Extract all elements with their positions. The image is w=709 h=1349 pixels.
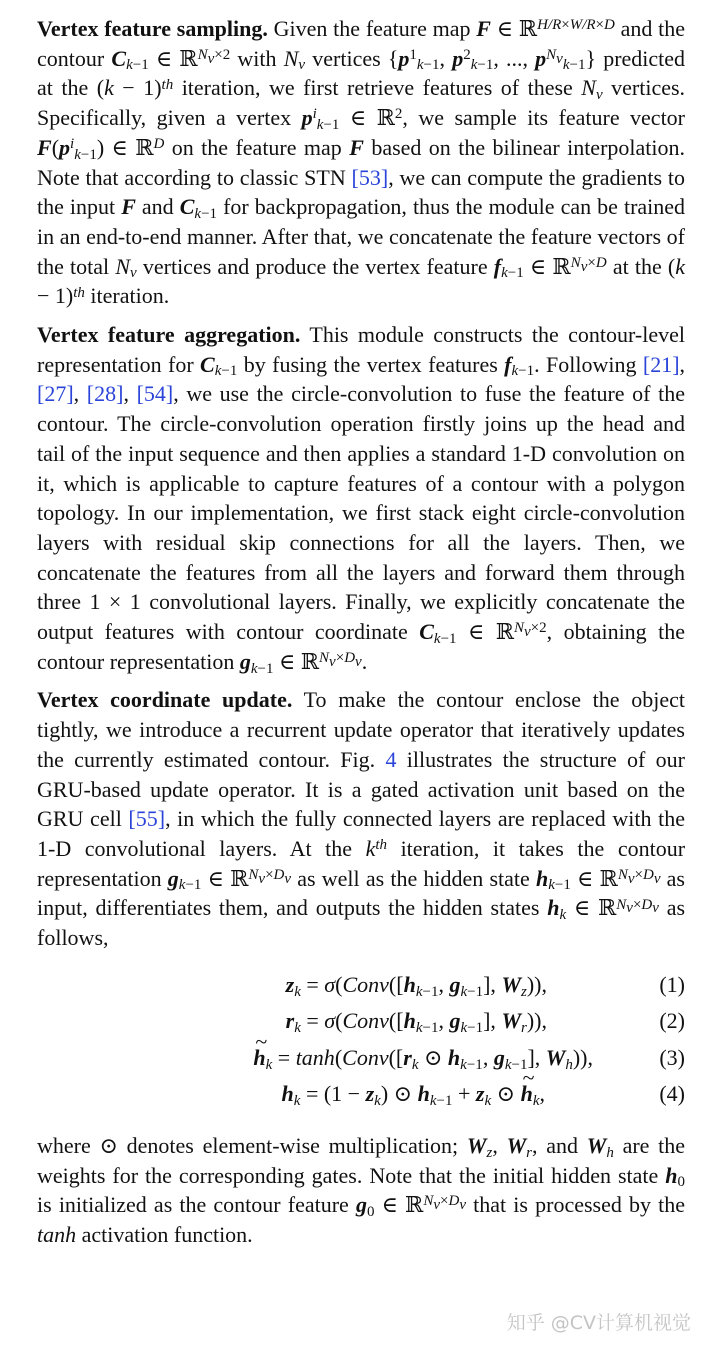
figure-link[interactable]: 4 bbox=[385, 746, 397, 772]
equation-block bbox=[37, 967, 685, 1113]
paragraph-where: where ⊙ denotes element-wise multiplication; $W_z$, $W_r$, and $W_h$ are the weights for the corresponding gates. Note that the initial hidden state $h_0$ is initialized as the contour feature $g_0$ ∈ ℝ$^{N_v\times D_v}$ that is processed by the tanh activation function. bbox=[37, 1132, 686, 1247]
heading-vertex-feature-sampling: Vertex feature sampling. bbox=[37, 16, 268, 41]
citation-link[interactable]: [28] bbox=[86, 381, 124, 407]
equation-3: ~ $h_k$ = $\tanh(Conv([r_k$ ⊙ $h_{k-1}$, $g_{k-1}$], $W_h$)), (3) bbox=[37, 1040, 685, 1077]
equation-4: $h_k = (1 - z_k)$ ⊙ $h_{k-1} + z_k$ ⊙ ~ $h_k$, (4) bbox=[37, 1076, 685, 1113]
equation-number: (1) bbox=[659, 971, 685, 997]
paragraph-vertex-coordinate-update: Vertex coordinate update. To make the contour enclose the object tightly, we introduce a recurrent update operator that iteratively updates the currently estimated contour. Fig. 4 illustrates the structure of our GRU-based update operator. It is a gated activation unit based on the GRU cell [55], in which the fully connected layers are replaced with the 1-D convolutional layers. At the $k^{th}$ iteration, it takes the contour representation $g_{k-1}$ ∈ ℝ$^{N_v\times D_v}$ as well as the hidden state $h_{k-1}$ ∈ ℝ$^{N_v\times D_v}$ as input, differentiates them, and outputs the hidden states $h_k$ ∈ ℝ$^{N_v\times D_v}$ as follows, bbox=[37, 687, 686, 951]
citation-link[interactable]: [55] bbox=[128, 806, 166, 832]
watermark: 知乎 @CV计算机视觉 bbox=[506, 1312, 691, 1334]
equation-number: (2) bbox=[659, 1008, 685, 1034]
equation-1: $z_k$ = $\sigma(Conv([h_{k-1}$, $g_{k-1}$], $W_z$)), (1) bbox=[37, 967, 685, 1004]
paragraph-vertex-feature-sampling: Vertex feature sampling. Given the feature map F ∈ ℝ$^{H/R\times W/R\times D}$ and the contour $C_{k-1}$ ∈ ℝ$^{N_v\times 2}$ with $N_v$ vertices {$p^1_{k-1}$, $p^2_{k-1}$, ..., $p^{N_v}_{k-1}$} predicted at the $(k - 1)^{th}$ iteration, we first retrieve features of these $N_v$ vertices. Specifically, given a vertex $p^i_{k-1}$ ∈ ℝ$^2$, we sample its feature vector $F(p^i_{k-1})$ ∈ ℝ$^D$ on the feature map F based on the bilinear interpolation. Note that according to classic STN [53], we can compute the gradients to the input F and $C_{k-1}$ for backpropagation, thus the module can be trained in an end-to-end manner. After that, we concatenate the feature vectors of the total $N_v$ vertices and produce the vertex feature $f_{k-1}$ ∈ ℝ$^{N_v\times D}$ at the $(k - 1)^{th}$ iteration. bbox=[37, 16, 686, 309]
citation-link[interactable]: [27] bbox=[37, 381, 74, 407]
citation-link[interactable]: [21] bbox=[642, 351, 680, 377]
equation-number: (3) bbox=[659, 1044, 685, 1070]
paper-text-column bbox=[37, 14, 685, 1259]
heading-vertex-feature-aggregation: Vertex feature aggregation. bbox=[37, 322, 301, 348]
paragraph-vertex-feature-aggregation: Vertex feature aggregation. This module constructs the contour-level representation for $C_{k-1}$ by fusing the vertex features $f_{k-1}$. Following [21], [27], [28], [54], we use the circle-convolution to fuse the feature of the contour. The circle-convolution operation firstly joins up the head and tail of the input sequence and then applies a standard 1-D convolution on it, which is applicable to capture features of a contour with a polygon topology. In our implementation, we first stack eight circle-convolution layers with residual skip connections for all the layers. Then, we concatenate the features from all the layers and forward them through three 1 × 1 convolutional layers. Finally, we explicitly concatenate the output features with contour coordinate $C_{k-1}$ ∈ ℝ$^{N_v\times 2}$, obtaining the contour representation $g_{k-1}$ ∈ ℝ$^{N_v\times D_v}$. bbox=[37, 322, 686, 677]
equation-2: $r_k$ = $\sigma(Conv([h_{k-1}$, $g_{k-1}$], $W_r$)), (2) bbox=[37, 1003, 685, 1040]
equation-number: (4) bbox=[659, 1081, 685, 1107]
citation-link[interactable]: [53] bbox=[351, 164, 389, 190]
heading-vertex-coordinate-update: Vertex coordinate update. bbox=[37, 687, 293, 713]
citation-link[interactable]: [54] bbox=[136, 381, 174, 407]
